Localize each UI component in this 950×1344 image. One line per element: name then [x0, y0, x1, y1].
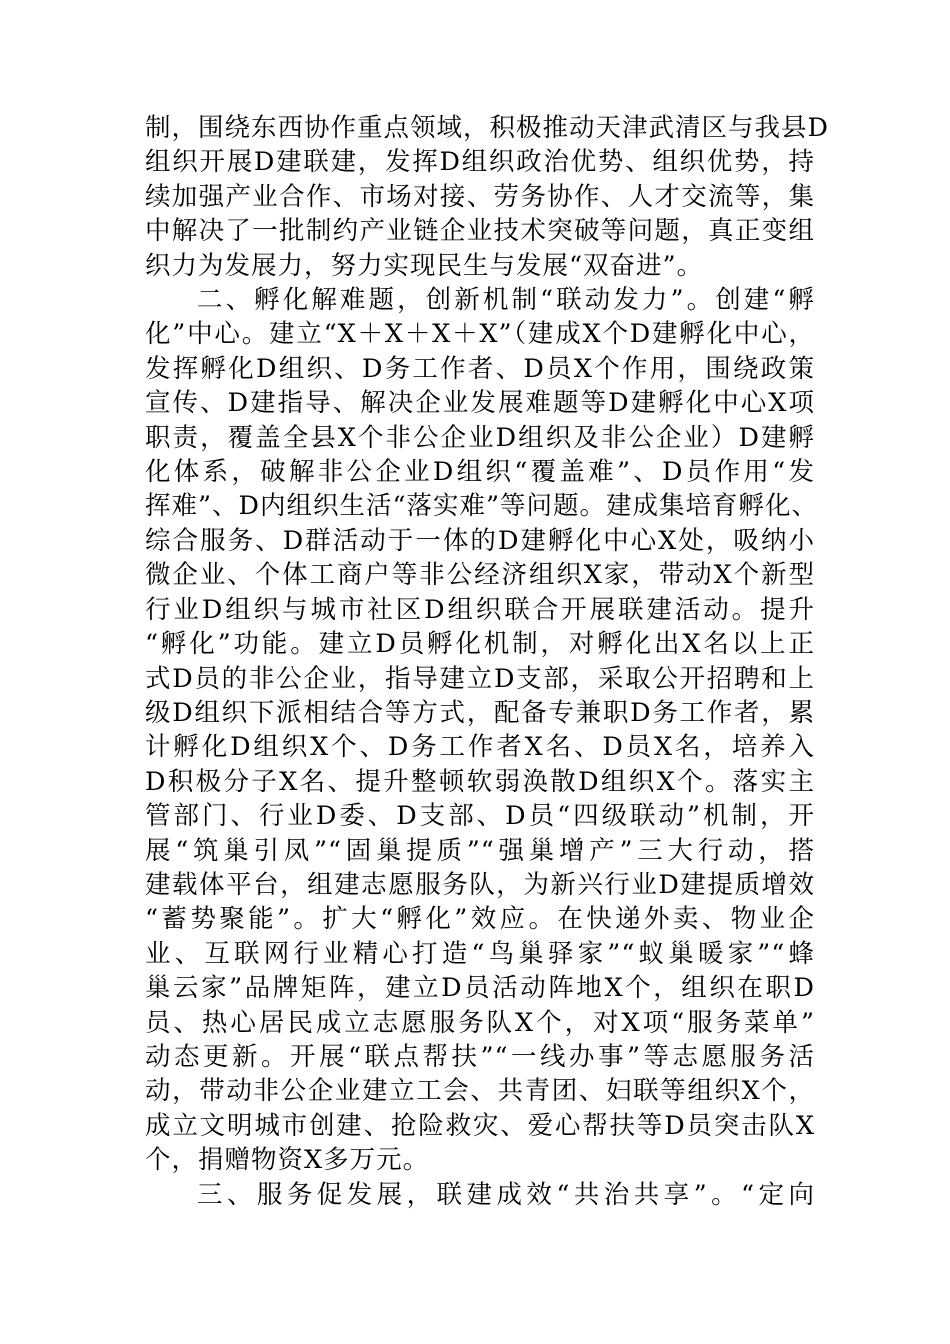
text-line: 中解决了一批制约产业链企业技术突破等问题，真正变组	[145, 216, 815, 247]
text-line: 行业D组织与城市社区D组织联合开展联建活动。提升	[145, 594, 815, 625]
text-line: D积极分子X名、提升整顿软弱涣散D组织X个。落实主	[145, 766, 815, 797]
text-line: 挥难”、D内组织生活“落实难”等问题。建成集培育孵化、	[145, 491, 819, 522]
text-line: 微企业、个体工商户等非公经济组织X家，带动X个新型	[145, 560, 815, 591]
text-line: 动，带动非公企业建立工会、共青团、妇联等组织X个，	[145, 1076, 815, 1107]
section-three-heading-line: 三、服务促发展，联建成效“共治共享”。“定向	[197, 1179, 815, 1210]
text-line: 宣传、D建指导、解决企业发展难题等D建孵化中心X项	[145, 388, 815, 419]
text-line: 续加强产业合作、市场对接、劳务协作、人才交流等，集	[145, 181, 815, 212]
text-line: 计孵化D组织X个、D务工作者X名、D员X名，培养入	[145, 732, 815, 763]
text-line: 建载体平台，组建志愿服务队，为新兴行业D建提质增效	[145, 869, 815, 900]
text-line: 管部门、行业D委、D支部、D员“四级联动”机制，开	[145, 801, 815, 832]
text-line: 式D员的非公企业，指导建立D支部，采取公开招聘和上	[145, 663, 815, 694]
text-line: 业、互联网行业精心打造“鸟巢驿家”“蚁巢暖家”“蜂	[145, 938, 815, 969]
text-line: 职责，覆盖全县X个非公企业D组织及非公企业）D建孵	[145, 422, 815, 453]
text-line: 级D组织下派相结合等方式，配备专兼职D务工作者，累	[145, 697, 815, 728]
text-line: “蓄势聚能”。扩大“孵化”效应。在快递外卖、物业企	[145, 904, 815, 935]
text-line: 动态更新。开展“联点帮扶”“一线办事”等志愿服务活	[145, 1041, 815, 1072]
text-line: 巢云家”品牌矩阵，建立D员活动阵地X个，组织在职D	[145, 973, 815, 1004]
text-line: 组织开展D建联建，发挥D组织政治优势、组织优势，持	[145, 147, 815, 178]
text-line: 个，捐赠物资X多万元。	[145, 1145, 430, 1176]
section-two-heading-line: 二、孵化解难题，创新机制“联动发力”。创建“孵	[197, 285, 815, 316]
text-line: “孵化”功能。建立D员孵化机制，对孵化出X名以上正	[145, 629, 815, 660]
text-line: 展“筑巢引凤”“固巢提质”“强巢增产”三大行动，搭	[145, 835, 815, 866]
document-page	[145, 111, 829, 1212]
text-line: 员、热心居民成立志愿服务队X个，对X项“服务菜单”	[145, 1007, 815, 1038]
text-line: 发挥孵化D组织、D务工作者、D员X个作用，围绕政策	[145, 353, 815, 384]
text-line: 化”中心。建立“X＋X＋X＋X”（建成X个D建孵化中心，	[145, 319, 815, 350]
text-line: 制，围绕东西协作重点领域，积极推动天津武清区与我县D	[145, 113, 829, 143]
text-line: 成立文明城市创建、抢险救灾、爱心帮扶等D员突击队X	[145, 1110, 815, 1141]
text-line: 综合服务、D群活动于一体的D建孵化中心X处，吸纳小	[145, 525, 815, 556]
text-line: 化体系，破解非公企业D组织“覆盖难”、D员作用“发	[145, 457, 815, 488]
text-line: 织力为发展力，努力实现民生与发展“双奋进”。	[145, 250, 704, 281]
